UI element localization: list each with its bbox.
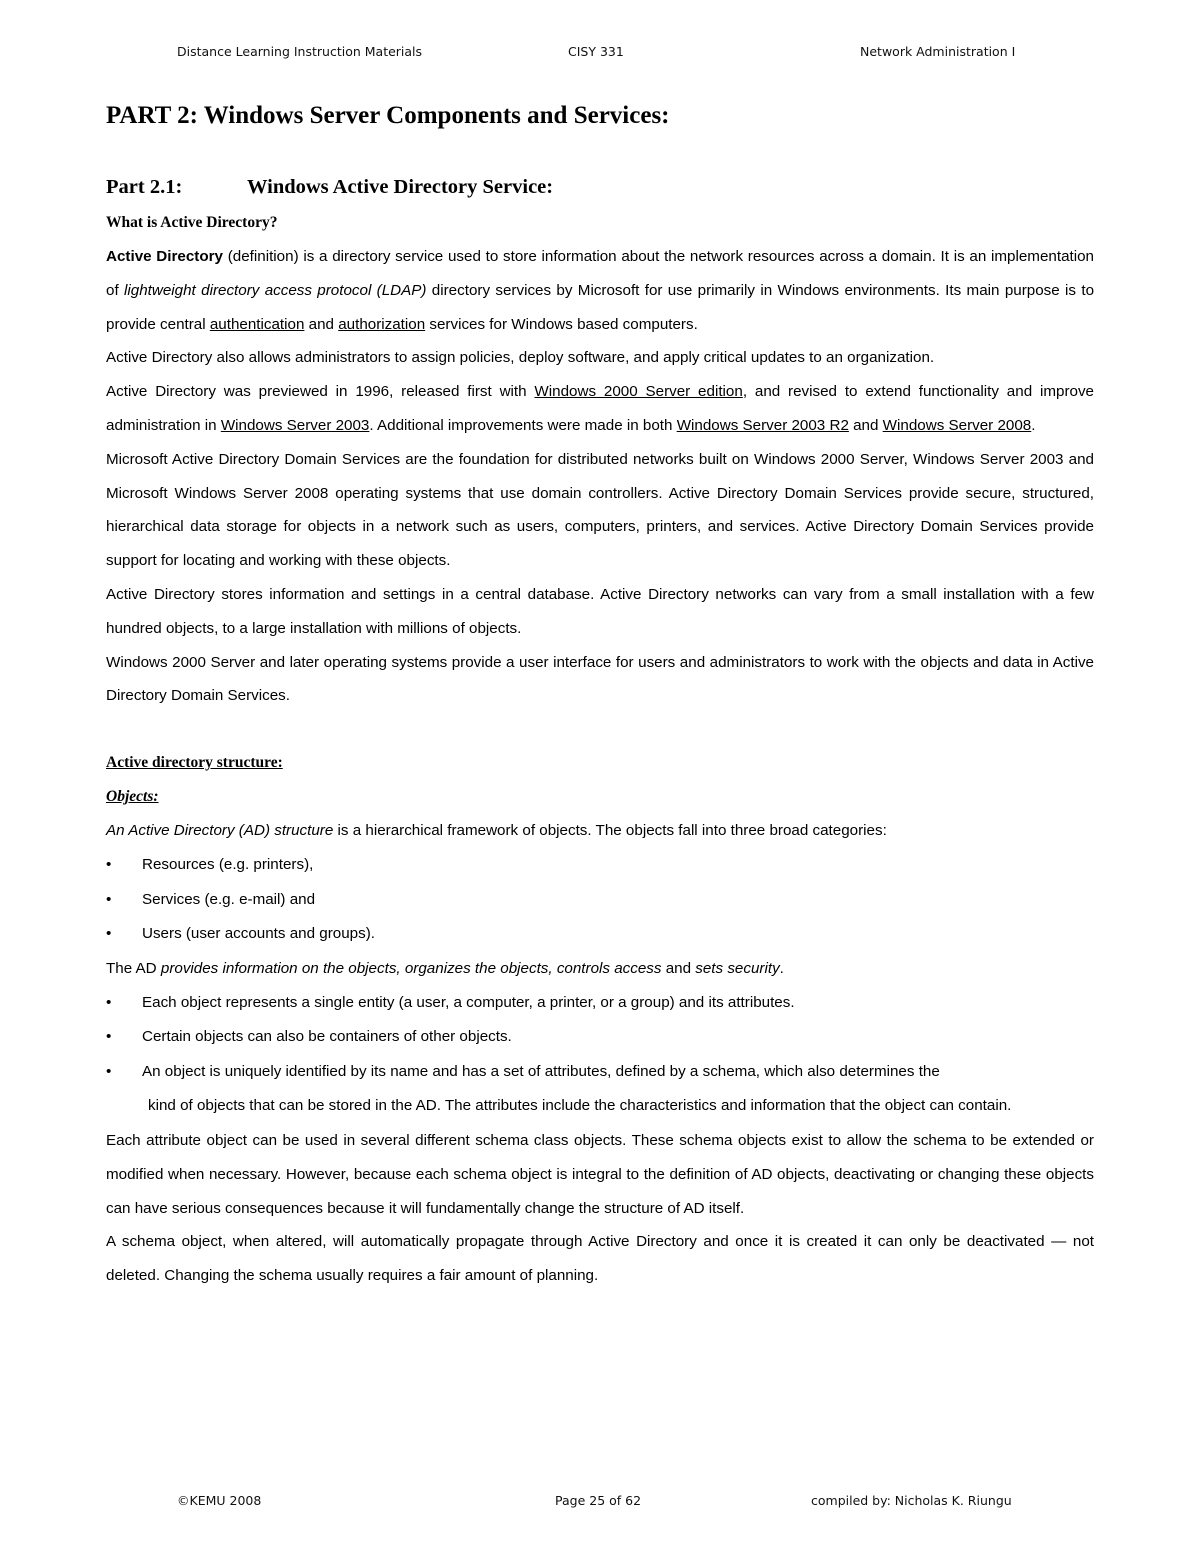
- ldap-term: lightweight directory access protocol (LDAP): [124, 281, 427, 299]
- history-text-e: .: [1031, 416, 1036, 434]
- list-item-continuation: kind of objects that can be stored in the AD. The attributes include the characteristics and information that the object can contain.: [148, 1097, 1012, 1115]
- ad-role-italic-d: sets security: [695, 959, 780, 977]
- footer-page-number: Page 25 of 62: [555, 1493, 642, 1508]
- header-center: CISY 331: [568, 44, 624, 59]
- list-item: [106, 883, 1094, 918]
- list-item-text: Users (user accounts and groups).: [142, 925, 375, 943]
- ad-role-text-a: The AD: [106, 959, 161, 977]
- footer-right: compiled by: Nicholas K. Riungu: [811, 1493, 1012, 1508]
- paragraph-interface: Windows 2000 Server and later operating systems provide a user interface for users and administrators to work with the objects and data in Active Directory Domain Services.: [106, 653, 1094, 705]
- footer-left: ©KEMU 2008: [177, 1493, 262, 1508]
- bullet-icon: •: [106, 855, 112, 873]
- paragraph-policies: Active Directory also allows administrators to assign policies, deploy software, and apply critical updates to an organization.: [106, 349, 935, 367]
- section-number: Part 2.1:: [106, 176, 183, 198]
- categories-list: [106, 848, 1094, 952]
- history-text-a: Active Directory was previewed in 1996, released first with: [106, 383, 535, 401]
- authorization-link[interactable]: authorization: [338, 315, 426, 333]
- windows-server-2008-link[interactable]: Windows Server 2008: [882, 416, 1032, 434]
- header-left: Distance Learning Instruction Materials: [177, 44, 423, 59]
- windows-server-2003-link[interactable]: Windows Server 2003: [220, 416, 370, 434]
- intro-text-c: services for Windows based computers.: [425, 315, 698, 333]
- list-item: [106, 986, 1094, 1021]
- intro-text-b: directory services by Microsoft for use primarily in Windows environments. Its main purpose is to provide central: [106, 281, 1095, 333]
- list-item-text: Each object represents a single entity (a user, a computer, a printer, or a group) and its attributes.: [142, 993, 795, 1011]
- list-item: [106, 917, 1094, 952]
- ad-role-text-e: .: [779, 959, 784, 977]
- question-heading: What is Active Directory?: [106, 214, 278, 231]
- bullet-icon: •: [106, 1062, 112, 1080]
- objects-heading: Objects:: [106, 788, 159, 806]
- list-item: [106, 848, 1094, 883]
- authentication-link[interactable]: authentication: [209, 315, 305, 333]
- ad-structure-text: is a hierarchical framework of objects. The objects fall into three broad categories:: [333, 822, 887, 840]
- list-item-text: Certain objects can also be containers of other objects.: [142, 1028, 512, 1046]
- intro-text-and: and: [304, 315, 339, 333]
- document-body: [106, 97, 1094, 1293]
- structure-heading: Active directory structure:: [106, 754, 283, 772]
- paragraph-ad-structure: [106, 814, 1094, 848]
- paragraph-storage: Active Directory stores information and settings in a central database. Active Directory networks can vary from a small installation with a few hundred objects, to a large installation with millions of objects.: [106, 585, 1094, 637]
- paragraph-schema: Each attribute object can be used in several different schema class objects. These schema objects exist to allow the schema to be extended or modified when necessary. However, because each schema object is integral to the definition of AD objects, deactivating or changing these objects can have serious consequences because it will fundamentally change the structure of AD itself.: [106, 1131, 1094, 1217]
- windows-server-2003-r2-link[interactable]: Windows Server 2003 R2: [676, 416, 849, 434]
- section-heading: [106, 172, 1094, 202]
- intro-term: Active Directory: [106, 248, 223, 265]
- paragraph-schema-propagation: A schema object, when altered, will automatically propagate through Active Directory and once it is created it can only be deactivated — not deleted. Changing the schema usually requires a fair amount of planning.: [106, 1233, 1094, 1285]
- list-item: [106, 1020, 1094, 1055]
- list-item-text: An object is uniquely identified by its name and has a set of attributes, defined by a schema, which also determines the: [142, 1062, 940, 1080]
- section-title: Windows Active Directory Service:: [247, 176, 554, 198]
- paragraph-domain-services: Microsoft Active Directory Domain Services are the foundation for distributed networks built on Windows 2000 Server, Windows Server 2003 and Microsoft Windows Server 2008 operating systems that use domain controllers. Active Directory Domain Services provide secure, structured, hierarchical data storage for objects in a network such as users, computers, printers, and services. Active Directory Domain Services provide support for locating and working with these objects.: [106, 450, 1094, 570]
- windows-2000-link[interactable]: Windows 2000 Server edition: [534, 383, 743, 401]
- paragraph-ad-role: [106, 952, 1094, 986]
- list-item-text: Services (e.g. e-mail) and: [142, 890, 316, 908]
- ad-role-italic-a: provides information on the objects, organizes the objects, controls access: [160, 959, 662, 977]
- page-title: PART 2: Windows Server Components and Services:: [106, 102, 670, 129]
- history-text-d: and: [848, 416, 883, 434]
- intro-text-a: (definition) is a directory service used to store information about the network resources across a domain. It is an implementation of: [106, 248, 1095, 299]
- header-right: Network Administration I: [860, 44, 1016, 59]
- list-item-text: Resources (e.g. printers),: [142, 855, 314, 873]
- bullet-icon: •: [106, 993, 112, 1011]
- history-text-c: . Additional improvements were made in both: [369, 416, 677, 434]
- bullet-icon: •: [106, 890, 112, 908]
- bullet-icon: •: [106, 925, 112, 943]
- list-item: [106, 1055, 1094, 1124]
- paragraph-history: [106, 375, 1094, 443]
- bullet-icon: •: [106, 1028, 112, 1046]
- ad-role-text-c: and: [661, 959, 696, 977]
- object-points-list: [106, 986, 1094, 1124]
- intro-paragraph: [106, 240, 1094, 341]
- history-text-b: , and revised to extend functionality and improve administration in: [106, 383, 1094, 434]
- ad-structure-term: An Active Directory (AD) structure: [106, 822, 334, 840]
